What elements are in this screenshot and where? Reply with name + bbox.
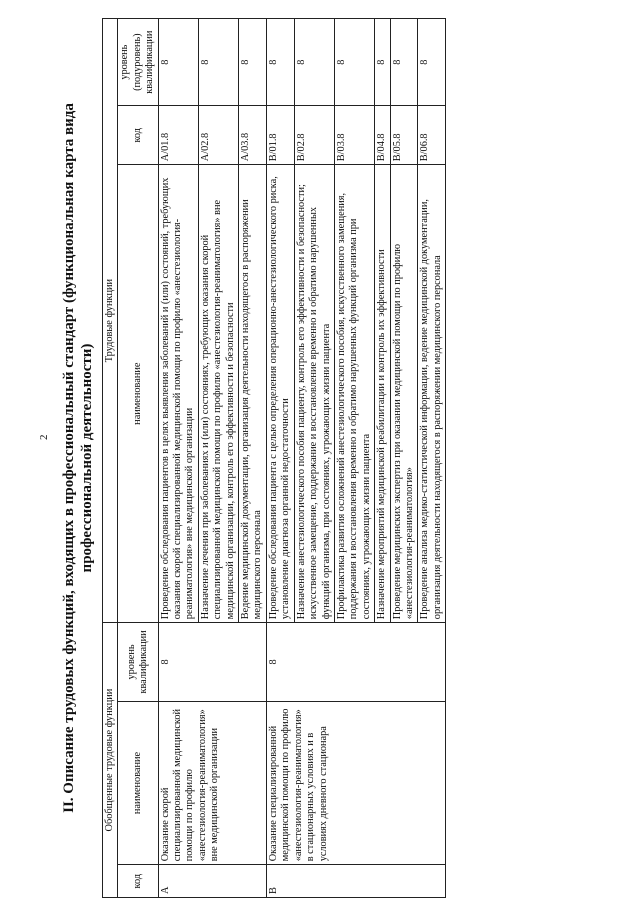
function-code: A/03.8 <box>239 106 267 165</box>
header-name: наименование <box>118 701 158 865</box>
table-row <box>158 19 198 898</box>
section-title <box>60 18 96 898</box>
group-code: B <box>266 865 445 898</box>
function-level: 8 <box>375 19 390 106</box>
function-level: 8 <box>239 19 267 106</box>
function-code: A/01.8 <box>158 106 198 165</box>
page-number: 2 <box>38 434 50 440</box>
function-name: Проведение обследования пациента с целью определения операционно-анестезиологического риска, установление диагноза органной недостаточности <box>266 165 294 623</box>
function-level: 8 <box>198 19 238 106</box>
function-level: 8 <box>266 19 294 106</box>
header-sublevel: уровень (подуровень) квалификации <box>118 19 158 106</box>
table-row <box>266 19 294 898</box>
function-name: Ведение медицинской документации, организация деятельности находящегося в распоряжении медицинского персонала <box>239 165 267 623</box>
function-code: B/04.8 <box>375 106 390 165</box>
function-level: 8 <box>294 19 334 106</box>
function-name: Профилактика развития осложнений анестезиологического пособия, искусственного замещения, поддержания и восстановления временно и обратимо нарушенных функций организма при состояниях, угрожающих жизни пациента <box>334 165 374 623</box>
group-name: Оказание специализированной медицинской помощи по профилю «анестезиология-реаниматология» в стационарных условиях и в условиях дневного стационара <box>266 701 445 865</box>
function-level: 8 <box>158 19 198 106</box>
function-name: Проведение анализа медико-статистической информации, ведение медицинской документации, организация деятельности находящегося в распоряжении медицинского персонала <box>418 165 446 623</box>
section-title-line-2: профессиональной деятельности) <box>79 343 95 573</box>
function-name: Назначение анестезиологического пособия пациенту, контроль его эффективности и безопасности; искусственное замещение, поддержание и восстановление временно и обратимо нарушенных функций организма, при состояниях, угрожающих жизни пациента <box>294 165 334 623</box>
rotated-page <box>60 18 600 898</box>
section-title-line-1: II. Описание трудовых функций, входящих в профессиональный стандарт (функциональная карта вида <box>61 103 77 813</box>
function-code: B/06.8 <box>418 106 446 165</box>
group-level: 8 <box>158 623 266 702</box>
header-labor-functions: Трудовые функции <box>103 19 118 623</box>
function-name: Назначение лечения при заболеваниях и (или) состояниях, требующих оказания скорой специализированной медицинской помощи по профилю «анестезиология-реаниматология» вне медицинской организации, контроль его эффективности и безопасности <box>198 165 238 623</box>
group-level: 8 <box>266 623 445 702</box>
function-name: Проведение медицинских экспертиз при оказании медицинской помощи по профилю «анестезиология-реаниматология» <box>390 165 418 623</box>
function-code: B/02.8 <box>294 106 334 165</box>
group-code: A <box>158 865 266 898</box>
function-level: 8 <box>418 19 446 106</box>
header-function-name: наименование <box>118 165 158 623</box>
header-function-code: код <box>118 106 158 165</box>
function-level: 8 <box>390 19 418 106</box>
function-code: B/05.8 <box>390 106 418 165</box>
function-code: B/01.8 <box>266 106 294 165</box>
function-name: Назначение мероприятий медицинской реабилитации и контроль их эффективности <box>375 165 390 623</box>
function-level: 8 <box>334 19 374 106</box>
header-code: код <box>118 865 158 898</box>
header-generalized-functions: Обобщенные трудовые функции <box>103 623 118 898</box>
functional-map-table <box>102 18 446 898</box>
function-code: B/03.8 <box>334 106 374 165</box>
group-name: Оказание скорой специализированной медицинской помощи по профилю «анестезиология-реаниматология» вне медицинской организации <box>158 701 266 865</box>
function-name: Проведение обследования пациентов в целях выявления заболеваний и (или) состояний, требующих оказания скорой специализированной медицинской помощи по профилю «анестезиология-реаниматология» вне медицинской организации <box>158 165 198 623</box>
header-level: уровень квалификации <box>118 623 158 702</box>
function-code: A/02.8 <box>198 106 238 165</box>
